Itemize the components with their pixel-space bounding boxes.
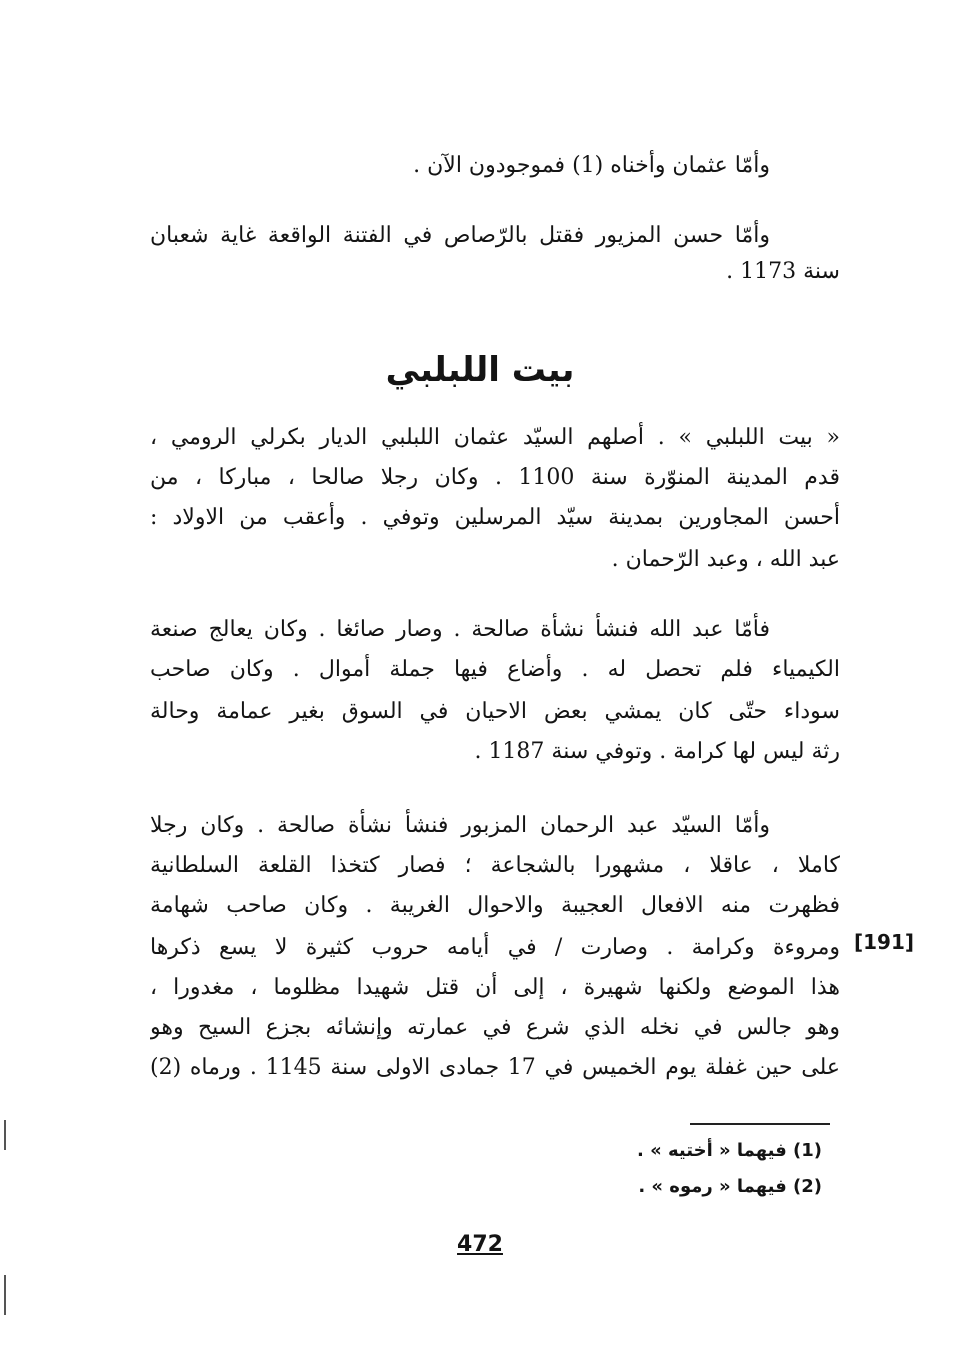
section-heading: بيت اللبلبي bbox=[385, 350, 575, 390]
text-line: على حين غفلة يوم الخميس في 17 جمادى الاولى سنة 1145 . ورماه (2) bbox=[150, 1055, 840, 1080]
scan-edge-mark bbox=[4, 1120, 6, 1150]
scan-edge-mark bbox=[4, 1275, 6, 1315]
text-line: قدم المدينة المنوّرة سنة 1100 . وكان رجلا صالحا ، مباركا ، من bbox=[150, 465, 840, 490]
text-line: فظهرت منه الافعال العجيبة والاحوال الغريبة . وكان صاحب شهامة bbox=[150, 893, 840, 918]
text-line: « بيت اللبلبي » . أصلهم السيّد عثمان اللبلبي الديار بكرلي الرومي ، bbox=[150, 425, 840, 450]
text-line: فأمّا عبد الله فنشأ نشأة صالحة . وصار صائغا . وكان يعالج صنعة bbox=[150, 617, 770, 642]
text-line: هذا الموضع ولكنها شهيرة ، إلى أن قتل شهيدا مظلوما ، مغدورا ، bbox=[150, 975, 840, 1000]
footnote-separator bbox=[690, 1123, 830, 1125]
text-line: وهو جالس في نخله الذي شرع في عمارته وإنشائه بجزع السيح وهو bbox=[150, 1015, 840, 1040]
text-line: رثة ليس لها كرامة . وتوفي سنة 1187 . bbox=[474, 739, 840, 764]
footnote-1: (1) فيهما « أختيه » . bbox=[636, 1140, 822, 1161]
text-line: سنة 1173 . bbox=[726, 259, 840, 284]
text-line: الكيمياء فلم تحصل له . وأضاع فيها جملة أموال . وكان صاحب bbox=[150, 657, 840, 682]
text-line: ومروءة وكرامة . وصارت / في أيامه حروب كثيرة لا يسع ذكرها bbox=[150, 935, 840, 960]
text-line: وأمّا السيّد عبد الرحمان المزبور فنشأ نشأة صالحة . وكان رجلا bbox=[150, 813, 770, 838]
text-line: وأمّا عثمان وأخناه (1) فموجودون الآن . bbox=[413, 153, 770, 178]
text-line: سوداء حتّى كان يمشي بعض الاحيان في السوق بغير عمامة وحالة bbox=[150, 699, 840, 724]
manuscript-folio-marker: [191] bbox=[854, 930, 915, 954]
text-line: وأمّا حسن المزيور فقتل بالرّصاص في الفتنة الواقعة غاية شعبان bbox=[150, 223, 770, 248]
text-line: أحسن المجاورين بمدينة سيّد المرسلين وتوفي . وأعقب من الاولاد : bbox=[150, 505, 840, 530]
footnote-2: (2) فيهما « رموه » . bbox=[638, 1176, 822, 1197]
text-line: عبد الله ، وعبد الرّحمان . bbox=[611, 547, 840, 572]
text-line: كاملا ، عاقلا ، مشهورا بالشجاعة ؛ فصار كتخذا القلعة السلطانية bbox=[150, 853, 840, 878]
page-number: 472 bbox=[457, 1232, 503, 1257]
